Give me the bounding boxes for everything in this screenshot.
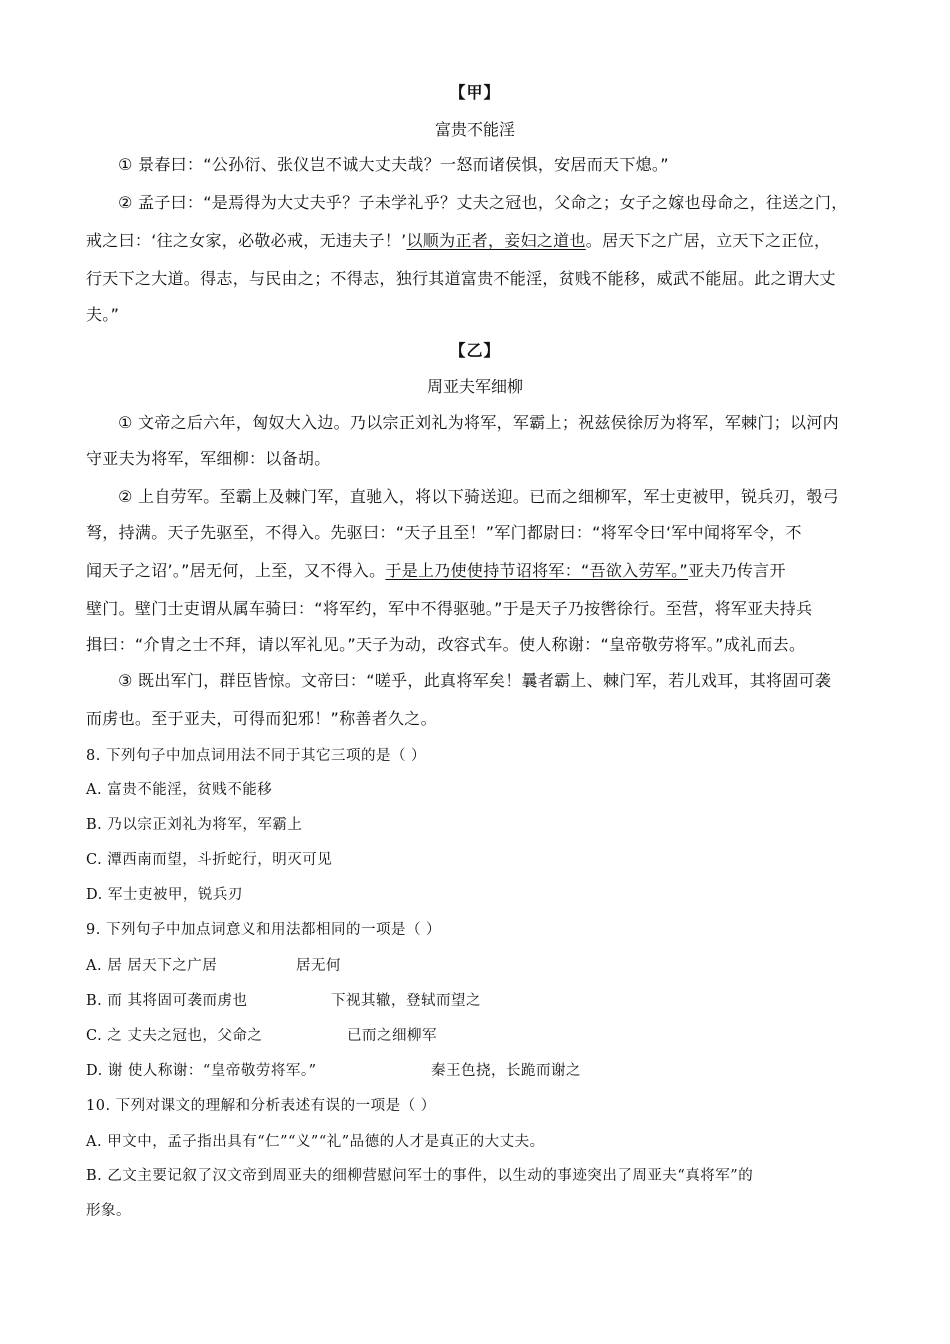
question-10-option: A. 甲文中，孟子指出具有“仁”“义”“礼”品德的人才是真正的大丈夫。 xyxy=(86,1134,545,1150)
yi-paragraph-line: ① 文帝之后六年，匈奴大入边。乃以宗正刘礼为将军，军霸上；祝兹侯徐厉为将军，军棘门；以河内 xyxy=(118,413,839,432)
question-8-option: B. 乃以宗正刘礼为将军，军霸上 xyxy=(86,817,303,833)
question-8-option: D. 军士吏被甲，锐兵刃 xyxy=(86,887,243,903)
question-9-option: A. 居 居天下之广居 xyxy=(86,958,218,974)
yi-paragraph-line: 而虏也。至于亚夫，可得而犯邪！”称善者久之。 xyxy=(86,709,437,728)
yi-line-head: 闻天子之诏’。”居无何，上至，又不得入。 xyxy=(86,561,386,580)
question-9-option: C. 之 丈夫之冠也，父命之 xyxy=(86,1028,263,1044)
question-8-stem: 8. 下列句子中加点词用法不同于其它三项的是（ ） xyxy=(86,748,427,764)
question-10-option: 形象。 xyxy=(86,1203,131,1219)
question-9-option-pair: 秦王色挠，长跪而谢之 xyxy=(431,1063,581,1079)
jia-paragraph-line: 夫。” xyxy=(86,305,120,324)
question-9-option-pair: 已而之细柳军 xyxy=(347,1028,437,1044)
section-jia-marker: 【甲】 xyxy=(449,83,501,102)
jia-line-tail: 。居天下之广居，立天下之正位， xyxy=(585,231,831,250)
question-9-stem: 9. 下列句子中加点词意义和用法都相同的一项是（ ） xyxy=(86,922,442,938)
section-jia-title: 富贵不能淫 xyxy=(434,120,515,139)
question-10-stem: 10. 下列对课文的理解和分析表述有误的一项是（ ） xyxy=(86,1098,436,1114)
yi-line-tail: 亚夫乃传言开 xyxy=(687,561,786,580)
yi-paragraph-line: 弩，持满。天子先驱至，不得入。先驱曰：“天子且至！”军门都尉曰：“将军令曰‘军中闻将军令，不 xyxy=(86,523,802,542)
section-yi-title: 周亚夫军细柳 xyxy=(426,377,523,396)
jia-paragraph-line xyxy=(86,228,830,251)
question-9-option: D. 谢 使人称谢：“皇帝敬劳将军。” xyxy=(86,1063,317,1079)
yi-paragraph-line: 揖曰：“介胄之士不拜，请以军礼见。”天子为动，改容式车。使人称谢：“皇帝敬劳将军。”成礼而去。 xyxy=(86,635,806,654)
section-yi-marker: 【乙】 xyxy=(449,341,501,360)
jia-paragraph-line: ② 孟子曰：“是焉得为大丈夫乎？子未学礼乎？丈夫之冠也，父命之；女子之嫁也母命之，往送之门， xyxy=(118,193,848,212)
jia-paragraph-line: ① 景春曰：“公孙衍、张仪岂不诚大丈夫哉？一怒而诸侯惧，安居而天下熄。” xyxy=(118,155,669,174)
yi-paragraph-line: 守亚夫为将军，军细柳：以备胡。 xyxy=(86,449,331,468)
yi-paragraph-line: ③ 既出军门，群臣皆惊。文帝曰：“嗟乎，此真将军矣！曩者霸上、棘门军，若儿戏耳，其将固可袭 xyxy=(118,671,832,690)
jia-line-head: 戒之曰：‘往之女家，必敬必戒，无违夫子！’ xyxy=(86,231,407,250)
question-9-option-pair: 下视其辙，登轼而望之 xyxy=(331,993,481,1009)
yi-underlined-sentence: 于是上乃使使持节诏将军：“吾欲入劳军。” xyxy=(385,561,688,580)
yi-paragraph-line: 壁门。壁门士吏谓从属车骑曰：“将军约，军中不得驱驰。”于是天子乃按辔徐行。至营，将军亚夫持兵 xyxy=(86,599,813,618)
question-9-option-pair: 居无何 xyxy=(296,958,341,974)
jia-paragraph-line: 行天下之大道。得志，与民由之；不得志，独行其道富贵不能淫，贫贱不能移，威武不能屈。此之谓大丈 xyxy=(86,269,836,288)
yi-paragraph-line xyxy=(86,558,786,581)
question-10-option: B. 乙文主要记叙了汉文帝到周亚夫的细柳营慰问军士的事件，以生动的事迹突出了周亚夫“真将军”的 xyxy=(86,1168,754,1184)
question-9-option: B. 而 其将固可袭而虏也 xyxy=(86,993,248,1009)
jia-underlined-sentence: 以顺为正者，妾妇之道也 xyxy=(406,231,586,250)
question-8-option: A. 富贵不能淫，贫贱不能移 xyxy=(86,782,273,798)
question-8-option: C. 潭西南而望，斗折蛇行，明灭可见 xyxy=(86,852,333,868)
yi-paragraph-line: ② 上自劳军。至霸上及棘门军，直驰入，将以下骑送迎。已而之细柳军，军士吏被甲，锐兵刃，彀弓 xyxy=(118,487,839,506)
